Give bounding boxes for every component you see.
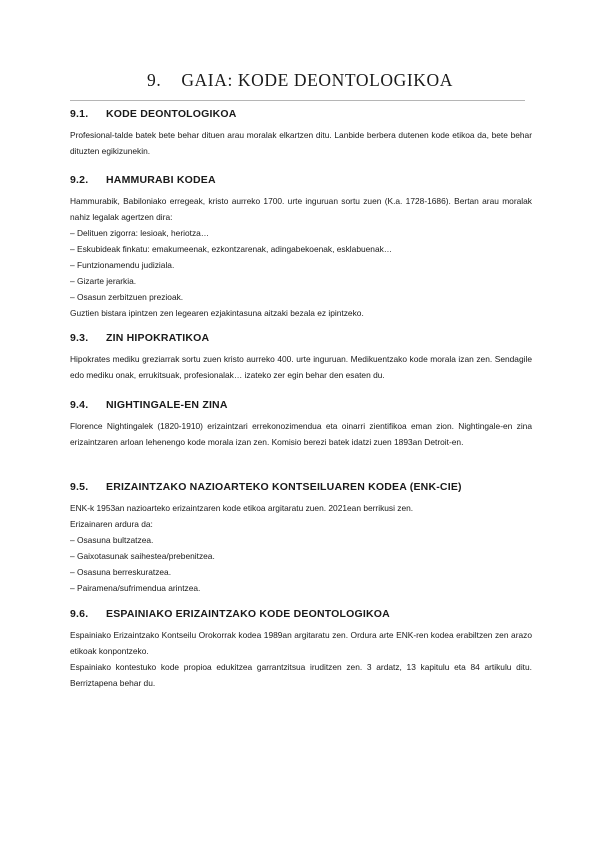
section-number: 9.3. xyxy=(70,332,89,344)
list-item: – Pairamena/sufrimendua arintzea. xyxy=(70,583,201,593)
section-paragraph: Espainiako kontestuko kode propioa edukitzea garrantzitsua iruditzen zen. 3 ardatz, 13 kapitulu eta 84 artikulu ditu. Berriztapena behar du. xyxy=(70,662,532,688)
section-heading xyxy=(70,108,532,123)
section-number: 9.6. xyxy=(70,608,89,620)
section-paragraph: Florence Nightingalek (1820-1910) erizaintzari errekonozimendua eta oinarri zientifikoa eman zion. Nightingale-en zina erizaintzaren arloan lehenengo kode morala izan zen. Komisio berezi batek idatzi zuen 1893an Detroit-en. xyxy=(70,421,532,447)
list-item: – Gizarte jerarkia. xyxy=(70,276,137,286)
section-title: HAMMURABI KODEA xyxy=(106,174,216,186)
section-9-5 xyxy=(70,481,532,596)
section-title: ZIN HIPOKRATIKOA xyxy=(106,332,210,344)
section-heading xyxy=(70,332,532,347)
section-paragraph: Profesional-talde batek bete behar dituen arau moralak elkartzen ditu. Lanbide berbera dutenen kode etikoa da, bete behar dituzten egikizunekin. xyxy=(70,130,532,156)
list-item: – Eskubideak finkatu: emakumeenak, ezkontzarenak, adingabekoenak, esklabuenak… xyxy=(70,244,393,254)
section-closing: Guztien bistara ipintzen zen legearen ezjakintasuna aitzaki bezala ez ipintzeko. xyxy=(70,308,364,318)
section-9-3 xyxy=(70,332,532,383)
title-divider xyxy=(70,100,525,101)
list-item: – Funtzionamendu judiziala. xyxy=(70,260,175,270)
section-number: 9.2. xyxy=(70,174,89,186)
list-item: – Delituen zigorra: lesioak, heriotza… xyxy=(70,228,210,238)
list-item: – Osasuna bultzatzea. xyxy=(70,535,154,545)
section-heading xyxy=(70,399,532,414)
section-number: 9.4. xyxy=(70,399,89,411)
section-heading xyxy=(70,481,532,496)
section-paragraph: Erizainaren ardura da: xyxy=(70,519,153,529)
section-paragraph: ENK-k 1953an nazioarteko erizaintzaren kode etikoa argitaratu zuen. 2021ean berrikusi zen. xyxy=(70,503,414,513)
section-title: ESPAINIAKO ERIZAINTZAKO KODE DEONTOLOGIKOA xyxy=(106,608,390,620)
section-paragraph: Espainiako Erizaintzako Kontseilu Orokorrak kodea 1989an argitaratu zen. Ordura arte ENK-ren kodea erabiltzen zen arazo etikoak konpontzeko. xyxy=(70,630,532,656)
chapter-title: GAIA: KODE DEONTOLOGIKOA xyxy=(181,70,453,90)
page-title xyxy=(0,70,600,91)
section-9-6 xyxy=(70,608,532,691)
list-item: – Gaixotasunak saihestea/prebenitzea. xyxy=(70,551,215,561)
section-paragraph: Hammurabik, Babiloniako erregeak, kristo aurreko 1700. urte inguruan sortu zuen (K.a. 1728-1686). Bertan arau moralak nahiz legalak agertzen dira: xyxy=(70,196,532,222)
section-9-1 xyxy=(70,108,532,159)
section-number: 9.1. xyxy=(70,108,89,120)
section-title: NIGHTINGALE-EN ZINA xyxy=(106,399,228,411)
section-9-4 xyxy=(70,399,532,450)
chapter-number: 9. xyxy=(146,70,162,90)
section-paragraph: Hipokrates mediku greziarrak sortu zuen kristo aurreko 400. urte inguruan. Medikuentzako kode morala izan zen. Sendagile edo mediku onak, errukitsuak, profesionalak… izateko zer egin behar den esaten du. xyxy=(70,354,532,380)
section-title: KODE DEONTOLOGIKOA xyxy=(106,108,237,120)
section-heading xyxy=(70,608,532,623)
list-item: – Osasuna berreskuratzea. xyxy=(70,567,172,577)
section-title: ERIZAINTZAKO NAZIOARTEKO KONTSEILUAREN KODEA (ENK-CIE) xyxy=(106,481,462,493)
section-heading xyxy=(70,174,532,189)
section-9-2 xyxy=(70,174,532,321)
section-number: 9.5. xyxy=(70,481,89,493)
list-item: – Osasun zerbitzuen prezioak. xyxy=(70,292,184,302)
